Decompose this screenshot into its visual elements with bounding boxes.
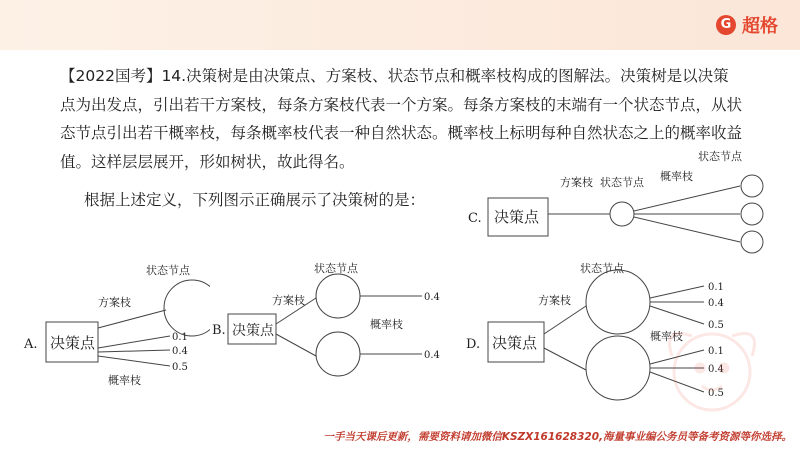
option-d-letter: D. [466, 337, 481, 352]
option-b-value-1: 0.4 [424, 292, 440, 303]
option-b-decision-label: 决策点 [232, 323, 274, 339]
option-c-prob-label: 概率枝 [660, 170, 693, 183]
option-a-state-label: 状态节点 [146, 264, 190, 277]
mascot-watermark-icon [602, 316, 772, 426]
option-c-prob-branch-1 [634, 186, 740, 211]
option-b-scheme-label: 方案枝 [272, 294, 305, 307]
option-b-prob-label: 概率枝 [370, 318, 403, 331]
option-d-top-value-3: 0.5 [708, 320, 724, 331]
option-b-diagram [210, 262, 452, 392]
option-b-value-2: 0.4 [424, 350, 440, 361]
question-prompt: 根据上述定义，下列图示正确展示了决策树的是： [84, 191, 426, 209]
option-d-bottom-value-1: 0.1 [708, 346, 724, 357]
option-c-leaf-label: 状态节点 [698, 150, 742, 163]
question-line-4: 值。这样层层展开，形如树状，故此得名。 [60, 152, 355, 171]
option-a-prob-label: 概率枝 [108, 374, 141, 387]
option-d-state-label: 状态节点 [580, 262, 624, 275]
option-b[interactable] [210, 262, 452, 392]
question-line-2: 点为出发点，引出若干方案枝，每条方案枝代表一个方案。每条方案枝的末端有一个状态节点，从状 [60, 95, 743, 114]
option-a-state-node [164, 280, 212, 336]
option-a-value-2: 0.4 [172, 346, 188, 357]
brand-logo [716, 12, 778, 38]
option-c-state-node [610, 202, 634, 226]
option-c-leaf-1 [741, 175, 763, 197]
option-a-diagram [18, 262, 212, 392]
question-line-3: 态节点引出若干概率枝，每条概率枝代表一种自然状态。概率枝上标明每种自然状态之上的概率收益 [60, 124, 743, 142]
option-b-state-label: 状态节点 [314, 262, 358, 275]
option-b-letter: B. [212, 323, 226, 338]
option-b-state-node-1 [316, 274, 360, 318]
option-d-top-value-2: 0.4 [708, 298, 724, 309]
question-line-1: 【2022国考】14.决策树是由决策点、方案枝、状态节点和概率枝构成的图解法。决策树是以决策 [60, 67, 729, 85]
option-c-diagram [462, 142, 784, 254]
option-a-letter: A. [24, 337, 38, 352]
option-c-decision-label: 决策点 [494, 208, 540, 226]
option-c-letter: C. [468, 211, 482, 226]
option-d-scheme-label: 方案枝 [538, 294, 571, 307]
brand-name: 超格 [742, 16, 778, 37]
option-a-prob-2 [98, 350, 170, 352]
option-d-scheme-branch-2 [544, 348, 586, 370]
option-a-value-1: 0.1 [172, 332, 188, 343]
option-c-scheme-label: 方案枝 [560, 176, 593, 189]
option-c-state-label: 状态节点 [600, 176, 644, 189]
option-a-value-3: 0.5 [172, 362, 188, 373]
option-c-leaf-2 [741, 203, 763, 225]
option-d-bottom-value-2: 0.4 [708, 364, 724, 375]
option-d-decision-label: 决策点 [492, 334, 538, 352]
option-c[interactable] [462, 142, 784, 254]
option-a-prob-1 [98, 336, 170, 348]
option-d-prob-label: 概率枝 [650, 330, 683, 343]
option-c-prob-branch-3 [634, 217, 740, 242]
option-c-leaf-3 [741, 231, 763, 253]
option-a-decision-label: 决策点 [50, 334, 96, 352]
option-a[interactable] [18, 262, 212, 392]
option-b-scheme-branch-2 [276, 334, 316, 356]
option-d-prob-1 [650, 286, 704, 298]
option-a-scheme-branch [98, 310, 166, 328]
option-a-scheme-label: 方案枝 [98, 296, 131, 309]
option-a-prob-3 [98, 356, 170, 366]
top-bar [0, 0, 800, 50]
option-d-scheme-branch-1 [544, 306, 586, 334]
option-b-state-node-2 [316, 332, 360, 376]
footer-notice: 一手当天课后更新，需要资料请加微信KSZX161628320,海量事业编公务员等备考资源等你选择。 [323, 431, 792, 443]
option-d-bottom-value-3: 0.5 [708, 388, 724, 399]
brand-icon: G [716, 15, 736, 35]
option-d-top-value-1: 0.1 [708, 282, 724, 293]
